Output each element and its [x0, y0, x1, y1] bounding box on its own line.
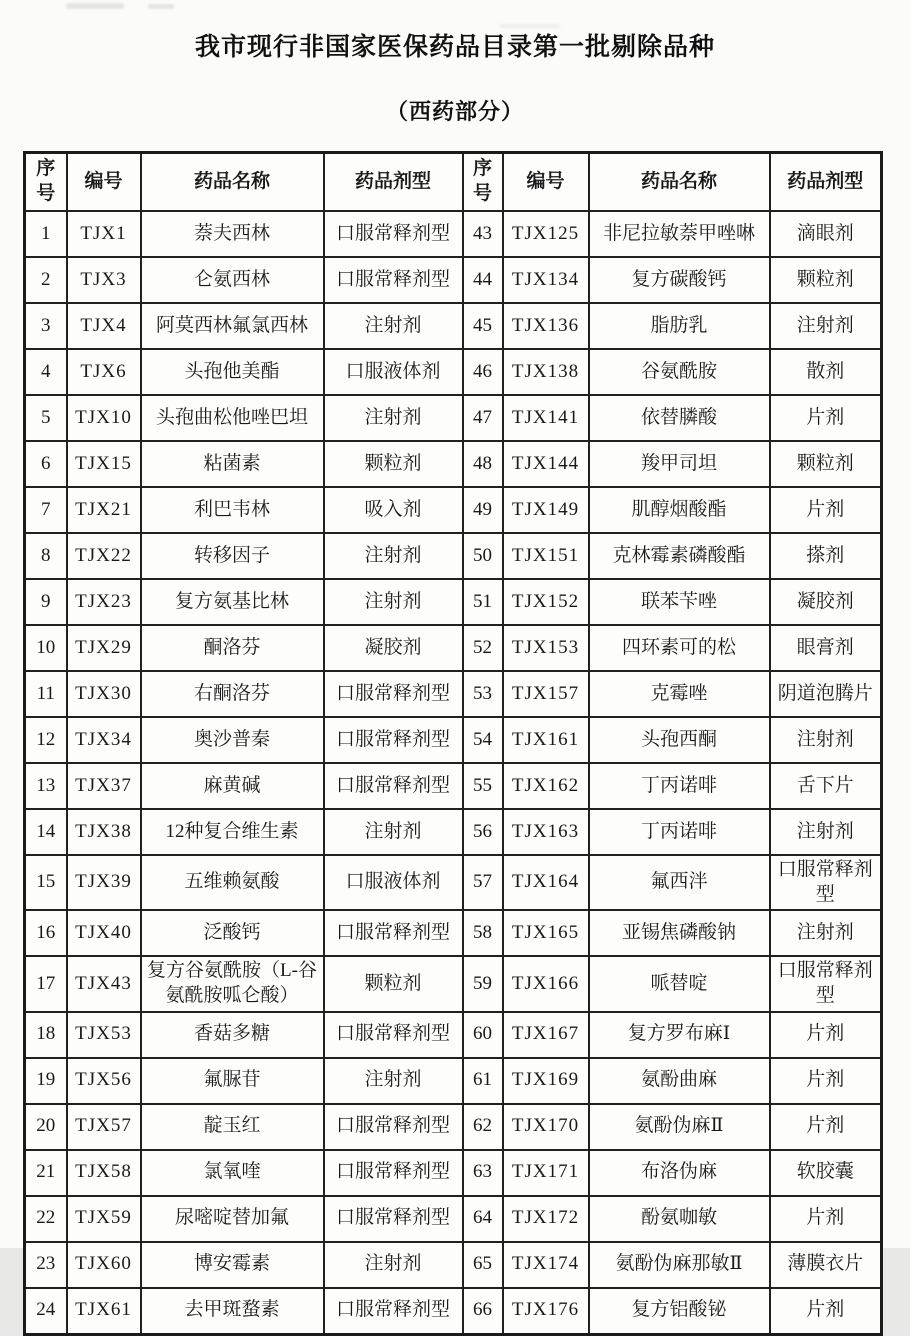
form-cell: 薄膜衣片 — [770, 1242, 882, 1288]
form-cell: 片剂 — [770, 1196, 882, 1242]
table-row — [25, 1150, 882, 1196]
index-cell: 15 — [25, 855, 67, 910]
form-cell: 注射剂 — [324, 533, 463, 579]
index-cell: 23 — [25, 1242, 67, 1288]
index-cell: 58 — [463, 910, 503, 956]
name-cell: 奥沙普秦 — [141, 717, 324, 763]
form-cell: 口服常释剂型 — [770, 855, 882, 910]
table-row — [25, 441, 882, 487]
index-cell: 61 — [463, 1058, 503, 1104]
code-cell: TJX56 — [67, 1058, 141, 1104]
form-cell: 片剂 — [770, 1104, 882, 1150]
form-cell: 口服常释剂型 — [324, 1288, 463, 1335]
name-cell: 联苯苄唑 — [589, 579, 770, 625]
index-cell: 9 — [25, 579, 67, 625]
code-cell: TJX166 — [503, 956, 589, 1011]
header-code: 编号 — [67, 153, 141, 212]
table-row — [25, 1012, 882, 1058]
code-cell: TJX29 — [67, 625, 141, 671]
index-cell: 3 — [25, 303, 67, 349]
code-cell: TJX23 — [67, 579, 141, 625]
form-cell: 注射剂 — [324, 1242, 463, 1288]
code-cell: TJX22 — [67, 533, 141, 579]
table-row — [25, 257, 882, 303]
code-cell: TJX153 — [503, 625, 589, 671]
name-cell: 氨酚伪麻Ⅱ — [589, 1104, 770, 1150]
name-cell: 复方罗布麻Ⅰ — [589, 1012, 770, 1058]
index-cell: 2 — [25, 257, 67, 303]
table-row — [25, 855, 882, 910]
form-cell: 颗粒剂 — [324, 956, 463, 1011]
code-cell: TJX53 — [67, 1012, 141, 1058]
index-cell: 46 — [463, 349, 503, 395]
table-row — [25, 303, 882, 349]
form-cell: 注射剂 — [770, 809, 882, 855]
index-cell: 6 — [25, 441, 67, 487]
form-cell: 软胶囊 — [770, 1150, 882, 1196]
form-cell: 注射剂 — [324, 1058, 463, 1104]
name-cell: 转移因子 — [141, 533, 324, 579]
table-body — [25, 211, 882, 1334]
table-row — [25, 809, 882, 855]
code-cell: TJX21 — [67, 487, 141, 533]
code-cell: TJX134 — [503, 257, 589, 303]
header-drug-form: 药品剂型 — [324, 153, 463, 212]
index-cell: 53 — [463, 671, 503, 717]
index-cell: 12 — [25, 717, 67, 763]
form-cell: 口服常释剂型 — [324, 211, 463, 257]
index-cell: 48 — [463, 441, 503, 487]
code-cell: TJX40 — [67, 910, 141, 956]
name-cell: 氨酚伪麻那敏Ⅱ — [589, 1242, 770, 1288]
name-cell: 萘夫西林 — [141, 211, 324, 257]
index-cell: 4 — [25, 349, 67, 395]
code-cell: TJX164 — [503, 855, 589, 910]
name-cell: 哌替啶 — [589, 956, 770, 1011]
scan-smudge — [500, 24, 560, 28]
code-cell: TJX176 — [503, 1288, 589, 1335]
code-cell: TJX57 — [67, 1104, 141, 1150]
index-cell: 49 — [463, 487, 503, 533]
table-row — [25, 1196, 882, 1242]
index-cell: 20 — [25, 1104, 67, 1150]
code-cell: TJX169 — [503, 1058, 589, 1104]
index-cell: 57 — [463, 855, 503, 910]
table-row — [25, 487, 882, 533]
index-cell: 54 — [463, 717, 503, 763]
index-cell: 17 — [25, 956, 67, 1011]
index-cell: 14 — [25, 809, 67, 855]
code-cell: TJX157 — [503, 671, 589, 717]
drug-catalog-table — [23, 151, 883, 1336]
index-cell: 19 — [25, 1058, 67, 1104]
header-code: 编号 — [503, 153, 589, 212]
form-cell: 口服常释剂型 — [324, 763, 463, 809]
table-row — [25, 910, 882, 956]
code-cell: TJX15 — [67, 441, 141, 487]
table-row — [25, 625, 882, 671]
index-cell: 10 — [25, 625, 67, 671]
page-subtitle: （西药部分） — [385, 99, 524, 124]
code-cell: TJX37 — [67, 763, 141, 809]
code-cell: TJX58 — [67, 1150, 141, 1196]
index-cell: 66 — [463, 1288, 503, 1335]
code-cell: TJX59 — [67, 1196, 141, 1242]
form-cell: 片剂 — [770, 1288, 882, 1335]
table-row — [25, 349, 882, 395]
table-row — [25, 956, 882, 1011]
index-cell: 1 — [25, 211, 67, 257]
header-drug-name: 药品名称 — [141, 153, 324, 212]
code-cell: TJX39 — [67, 855, 141, 910]
form-cell: 片剂 — [770, 395, 882, 441]
table-row — [25, 395, 882, 441]
form-cell: 口服常释剂型 — [324, 671, 463, 717]
form-cell: 注射剂 — [324, 303, 463, 349]
code-cell: TJX3 — [67, 257, 141, 303]
index-cell: 45 — [463, 303, 503, 349]
table-row — [25, 717, 882, 763]
index-cell: 56 — [463, 809, 503, 855]
code-cell: TJX149 — [503, 487, 589, 533]
name-cell: 丁丙诺啡 — [589, 763, 770, 809]
name-cell: 非尼拉敏萘甲唑啉 — [589, 211, 770, 257]
index-cell: 63 — [463, 1150, 503, 1196]
name-cell: 博安霉素 — [141, 1242, 324, 1288]
name-cell: 氨酚曲麻 — [589, 1058, 770, 1104]
name-cell: 谷氨酰胺 — [589, 349, 770, 395]
form-cell: 片剂 — [770, 1058, 882, 1104]
name-cell: 氯氧喹 — [141, 1150, 324, 1196]
form-cell: 口服常释剂型 — [324, 1104, 463, 1150]
code-cell: TJX136 — [503, 303, 589, 349]
name-cell: 麻黄碱 — [141, 763, 324, 809]
form-cell: 口服常释剂型 — [324, 1012, 463, 1058]
form-cell: 颗粒剂 — [770, 441, 882, 487]
index-cell: 13 — [25, 763, 67, 809]
table-row — [25, 1242, 882, 1288]
name-cell: 泛酸钙 — [141, 910, 324, 956]
index-cell: 52 — [463, 625, 503, 671]
header-drug-name: 药品名称 — [589, 153, 770, 212]
page-title: 我市现行非国家医保药品目录第一批剔除品种 — [194, 34, 715, 61]
code-cell: TJX38 — [67, 809, 141, 855]
form-cell: 颗粒剂 — [770, 257, 882, 303]
code-cell: TJX170 — [503, 1104, 589, 1150]
code-cell: TJX6 — [67, 349, 141, 395]
index-cell: 11 — [25, 671, 67, 717]
form-cell: 注射剂 — [770, 303, 882, 349]
scan-smudge — [148, 4, 174, 9]
index-cell: 51 — [463, 579, 503, 625]
code-cell: TJX171 — [503, 1150, 589, 1196]
name-cell: 复方铝酸铋 — [589, 1288, 770, 1335]
name-cell: 头孢西酮 — [589, 717, 770, 763]
table-row — [25, 1104, 882, 1150]
name-cell: 粘菌素 — [141, 441, 324, 487]
index-cell: 7 — [25, 487, 67, 533]
table-row — [25, 211, 882, 257]
name-cell: 四环素可的松 — [589, 625, 770, 671]
index-cell: 59 — [463, 956, 503, 1011]
name-cell: 尿嘧啶替加氟 — [141, 1196, 324, 1242]
table-row — [25, 1058, 882, 1104]
name-cell: 布洛伪麻 — [589, 1150, 770, 1196]
name-cell: 利巴韦林 — [141, 487, 324, 533]
form-cell: 滴眼剂 — [770, 211, 882, 257]
code-cell: TJX141 — [503, 395, 589, 441]
code-cell: TJX125 — [503, 211, 589, 257]
index-cell: 18 — [25, 1012, 67, 1058]
header-index: 序号 — [25, 153, 67, 212]
form-cell: 片剂 — [770, 1012, 882, 1058]
index-cell: 21 — [25, 1150, 67, 1196]
form-cell: 舌下片 — [770, 763, 882, 809]
index-cell: 24 — [25, 1288, 67, 1335]
index-cell: 44 — [463, 257, 503, 303]
name-cell: 酮洛芬 — [141, 625, 324, 671]
name-cell: 克林霉素磷酸酯 — [589, 533, 770, 579]
form-cell: 吸入剂 — [324, 487, 463, 533]
code-cell: TJX43 — [67, 956, 141, 1011]
form-cell: 口服常释剂型 — [324, 257, 463, 303]
table-row — [25, 1288, 882, 1335]
form-cell: 口服液体剂 — [324, 349, 463, 395]
form-cell: 口服常释剂型 — [770, 956, 882, 1011]
index-cell: 16 — [25, 910, 67, 956]
code-cell: TJX1 — [67, 211, 141, 257]
form-cell: 散剂 — [770, 349, 882, 395]
scan-smudge — [66, 3, 124, 9]
code-cell: TJX162 — [503, 763, 589, 809]
code-cell: TJX152 — [503, 579, 589, 625]
name-cell: 丁丙诺啡 — [589, 809, 770, 855]
form-cell: 凝胶剂 — [770, 579, 882, 625]
index-cell: 60 — [463, 1012, 503, 1058]
name-cell: 氟脲苷 — [141, 1058, 324, 1104]
form-cell: 口服常释剂型 — [324, 717, 463, 763]
code-cell: TJX10 — [67, 395, 141, 441]
name-cell: 香菇多糖 — [141, 1012, 324, 1058]
form-cell: 眼膏剂 — [770, 625, 882, 671]
index-cell: 5 — [25, 395, 67, 441]
code-cell: TJX60 — [67, 1242, 141, 1288]
name-cell: 五维赖氨酸 — [141, 855, 324, 910]
code-cell: TJX138 — [503, 349, 589, 395]
form-cell: 凝胶剂 — [324, 625, 463, 671]
code-cell: TJX34 — [67, 717, 141, 763]
name-cell: 复方碳酸钙 — [589, 257, 770, 303]
code-cell: TJX151 — [503, 533, 589, 579]
name-cell: 阿莫西林氟氯西林 — [141, 303, 324, 349]
form-cell: 颗粒剂 — [324, 441, 463, 487]
index-cell: 8 — [25, 533, 67, 579]
name-cell: 脂肪乳 — [589, 303, 770, 349]
form-cell: 注射剂 — [324, 809, 463, 855]
code-cell: TJX161 — [503, 717, 589, 763]
code-cell: TJX174 — [503, 1242, 589, 1288]
index-cell: 50 — [463, 533, 503, 579]
code-cell: TJX167 — [503, 1012, 589, 1058]
form-cell: 阴道泡腾片 — [770, 671, 882, 717]
header-index: 序号 — [463, 153, 503, 212]
name-cell: 头孢曲松他唑巴坦 — [141, 395, 324, 441]
code-cell: TJX144 — [503, 441, 589, 487]
name-cell: 右酮洛芬 — [141, 671, 324, 717]
form-cell: 片剂 — [770, 487, 882, 533]
name-cell: 氟西泮 — [589, 855, 770, 910]
name-cell: 肌醇烟酸酯 — [589, 487, 770, 533]
code-cell: TJX163 — [503, 809, 589, 855]
index-cell: 65 — [463, 1242, 503, 1288]
table-row — [25, 579, 882, 625]
form-cell: 注射剂 — [770, 910, 882, 956]
code-cell: TJX172 — [503, 1196, 589, 1242]
form-cell: 搽剂 — [770, 533, 882, 579]
form-cell: 口服液体剂 — [324, 855, 463, 910]
table-row — [25, 763, 882, 809]
index-cell: 62 — [463, 1104, 503, 1150]
form-cell: 注射剂 — [770, 717, 882, 763]
name-cell: 12种复合维生素 — [141, 809, 324, 855]
code-cell: TJX61 — [67, 1288, 141, 1335]
index-cell: 64 — [463, 1196, 503, 1242]
form-cell: 口服常释剂型 — [324, 910, 463, 956]
name-cell: 复方氨基比林 — [141, 579, 324, 625]
name-cell: 羧甲司坦 — [589, 441, 770, 487]
name-cell: 仑氨西林 — [141, 257, 324, 303]
name-cell: 去甲斑蝥素 — [141, 1288, 324, 1335]
form-cell: 注射剂 — [324, 579, 463, 625]
index-cell: 47 — [463, 395, 503, 441]
form-cell: 口服常释剂型 — [324, 1150, 463, 1196]
code-cell: TJX30 — [67, 671, 141, 717]
name-cell: 酚氨咖敏 — [589, 1196, 770, 1242]
code-cell: TJX4 — [67, 303, 141, 349]
header-row — [25, 153, 882, 212]
name-cell: 头孢他美酯 — [141, 349, 324, 395]
index-cell: 55 — [463, 763, 503, 809]
index-cell: 22 — [25, 1196, 67, 1242]
name-cell: 复方谷氨酰胺（L-谷氨酰胺呱仑酸） — [141, 956, 324, 1011]
table-row — [25, 533, 882, 579]
name-cell: 亚锡焦磷酸钠 — [589, 910, 770, 956]
code-cell: TJX165 — [503, 910, 589, 956]
form-cell: 口服常释剂型 — [324, 1196, 463, 1242]
index-cell: 43 — [463, 211, 503, 257]
header-drug-form: 药品剂型 — [770, 153, 882, 212]
table-row — [25, 671, 882, 717]
form-cell: 注射剂 — [324, 395, 463, 441]
name-cell: 克霉唑 — [589, 671, 770, 717]
name-cell: 依替膦酸 — [589, 395, 770, 441]
name-cell: 靛玉红 — [141, 1104, 324, 1150]
